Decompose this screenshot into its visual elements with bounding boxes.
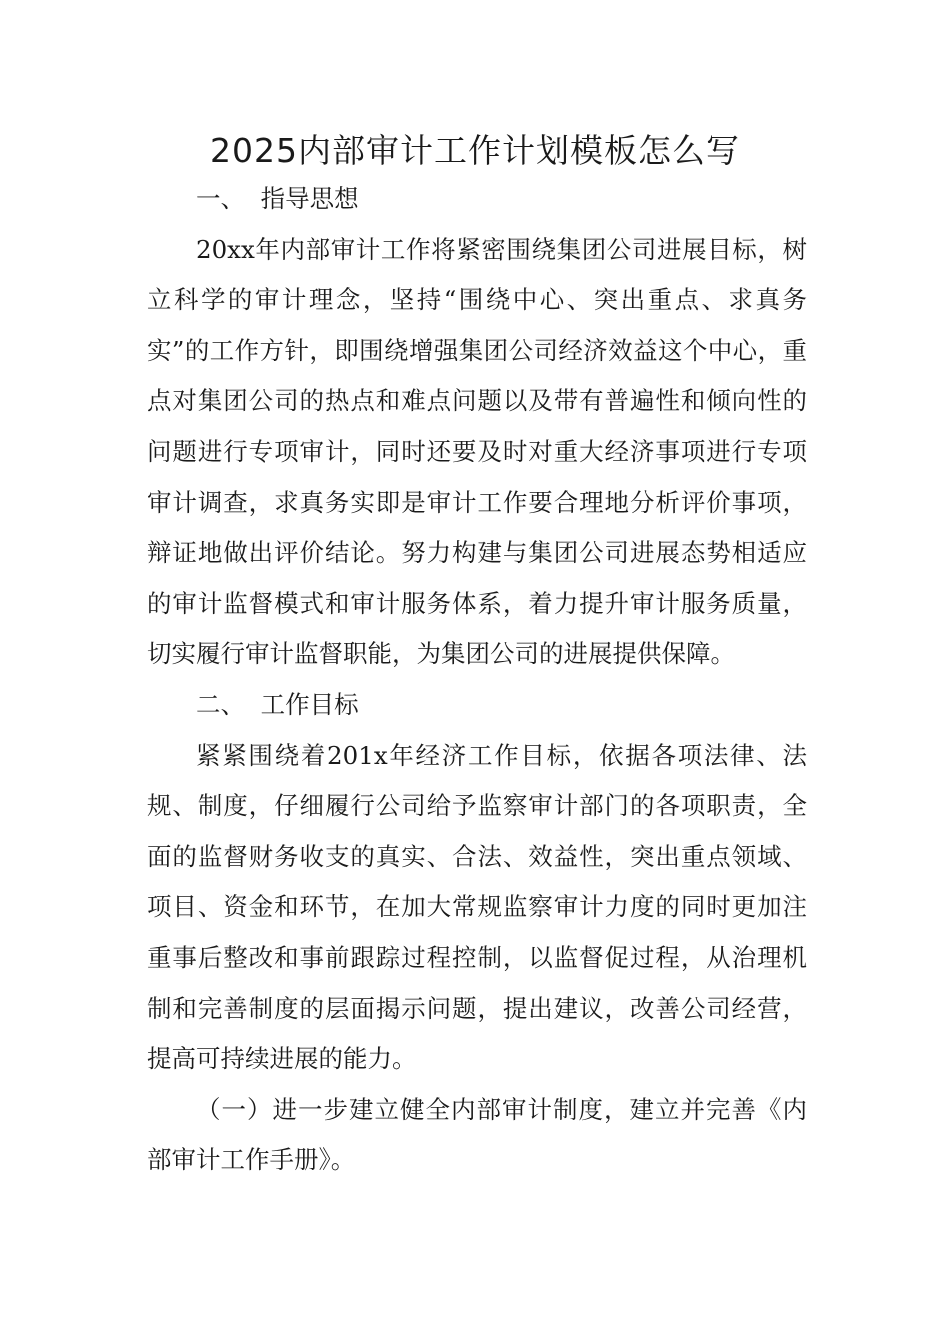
- section-heading-guiding-ideology: 一、 指导思想: [196, 184, 359, 213]
- section-heading-work-goals: 二、 工作目标: [196, 689, 359, 719]
- document-title: 2025内部审计工作计划模板怎么写: [210, 131, 740, 170]
- paragraph-work-goals: 紧紧围绕着201x年经济工作目标，依据各项法律、法规、制度，仔细履行公司给予监察审计部门的各项职责，全面的监督财务收支的真实、合法、效益性，突出重点领域、项目、资金和环节，在加大常规监察审计力度的同时更加注重事后整改和事前跟踪过程控制，以监督促过程，从治理机制和完善制度的层面揭示问题，提出建议，改善公司经营，提高可持续进展的能力。: [147, 740, 807, 1074]
- document-body: [147, 174, 807, 1186]
- paragraph-item-1: （一）进一步建立健全内部审计制度，建立并完善《内部审计工作手册》。: [147, 1094, 807, 1175]
- paragraph-guiding-ideology: 20xx年内部审计工作将紧密围绕集团公司进展目标，树立科学的审计理念，坚持“围绕中心、突出重点、求真务实”的工作方针，即围绕增强集团公司经济效益这个中心，重点对集团公司的热点和难点问题以及带有普遍性和倾向性的问题进行专项审计，同时还要及时对重大经济事项进行专项审计调查，求真务实即是审计工作要合理地分析评价事项，辩证地做出评价结论。努力构建与集团公司进展态势相适应的审计监督模式和审计服务体系，着力提升审计服务质量，切实履行审计监督职能，为集团公司的进展提供保障。: [147, 234, 807, 669]
